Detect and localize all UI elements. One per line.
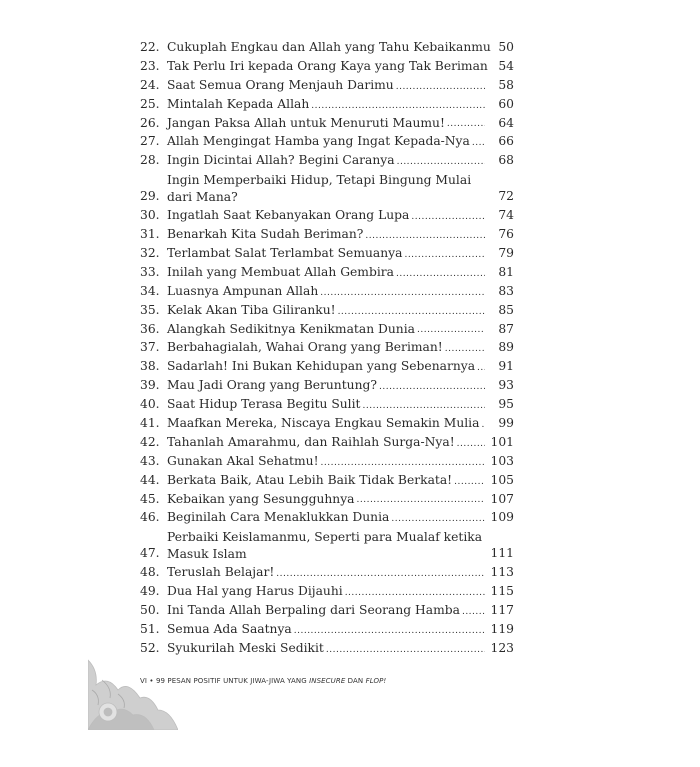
toc-entry-number: 22. <box>140 39 160 54</box>
toc-entry-title: Mintalah Kepada Allah <box>167 96 310 111</box>
toc-entry-title: Ingatlah Saat Kebanyakan Orang Lupa <box>167 208 410 223</box>
toc-entry-number: 50. <box>140 603 160 618</box>
toc-leader-dots <box>321 455 485 471</box>
toc-entry <box>140 244 514 263</box>
toc-entry-page: 74 <box>498 208 514 223</box>
toc-entry-number: 39. <box>140 378 160 393</box>
toc-leader-dots <box>357 492 486 508</box>
toc-entry-page: 79 <box>498 246 514 260</box>
toc-entry-title: Maafkan Mereka, Niscaya Engkau Semakin Mulia <box>167 416 480 431</box>
toc-leader-dots <box>326 642 485 658</box>
toc-entry-page: 105 <box>490 472 514 487</box>
toc-entry-title: Terlambat Salat Terlambat Semuanya <box>167 246 403 260</box>
toc-entry-title: Kelak Akan Tiba Giliranku! <box>167 302 336 317</box>
toc-entry-number: 49. <box>140 584 160 599</box>
toc-entry-number: 28. <box>140 153 160 168</box>
toc-entry-page: 117 <box>490 603 514 618</box>
toc-entry <box>140 490 514 509</box>
toc-entry <box>140 582 514 601</box>
toc-entry-page: 115 <box>490 584 514 599</box>
toc-leader-dots <box>396 266 485 282</box>
toc-entry-title: Semua Ada Saatnya <box>167 622 292 637</box>
toc-entry-page: 83 <box>498 283 514 298</box>
toc-entry-page: 91 <box>498 359 514 374</box>
toc-entry-title: Ingin Dicintai Allah? Begini Caranya <box>167 153 395 168</box>
toc-entry-number: 47. <box>140 546 160 561</box>
toc-entry <box>140 206 514 225</box>
toc-entry-title: Beginilah Cara Menaklukkan Dunia <box>167 510 390 525</box>
toc-entry-page: 50 <box>498 39 514 54</box>
toc-entry-page: 58 <box>498 77 514 92</box>
toc-entry <box>140 452 514 471</box>
toc-entry-page: 76 <box>498 227 514 242</box>
toc-entry <box>140 471 514 490</box>
toc-leader-dots <box>411 209 485 225</box>
toc-entry-number: 31. <box>140 227 160 242</box>
toc-leader-dots <box>365 228 485 244</box>
toc-leader-dots <box>391 511 485 527</box>
toc-entry <box>140 357 514 376</box>
toc-entry-number: 40. <box>140 397 160 412</box>
toc-entry-number: 35. <box>140 302 160 317</box>
toc-entry-page: 113 <box>490 565 514 580</box>
toc-entry-number: 24. <box>140 77 160 92</box>
toc-entry-title: Saat Semua Orang Menjauh Darimu <box>167 77 394 92</box>
toc-leader-dots <box>477 360 485 376</box>
toc-entry-page: 93 <box>498 378 514 393</box>
toc-entry-title: Alangkah Sedikitnya Kenikmatan Dunia <box>167 321 415 336</box>
toc-entry-page: 85 <box>498 302 514 317</box>
toc-leader-dots <box>338 304 485 320</box>
toc-entry-page: 89 <box>498 340 514 355</box>
toc-entry-page: 101 <box>490 434 514 449</box>
toc-entry <box>140 563 514 582</box>
toc-leader-dots <box>320 285 485 301</box>
toc-leader-dots <box>417 322 485 338</box>
toc-entry-title: Mau Jadi Orang yang Beruntung? <box>167 378 377 393</box>
toc-leader-dots <box>311 98 485 114</box>
toc-entry <box>140 76 514 95</box>
floral-ornament <box>88 650 178 730</box>
toc-entry-page: 68 <box>498 153 514 168</box>
toc-entry <box>140 639 514 658</box>
toc-entry-number: 33. <box>140 264 160 279</box>
toc-entry-number: 44. <box>140 472 160 487</box>
toc-entry <box>140 301 514 320</box>
toc-entry-page: 87 <box>498 321 514 336</box>
toc-leader-dots <box>345 585 485 601</box>
toc-entry-page: 81 <box>498 264 514 279</box>
toc-entry-number: 25. <box>140 96 160 111</box>
toc-entry-title: Allah Mengingat Hamba yang Ingat Kepada-Nya <box>167 134 470 149</box>
toc-entry-number: 37. <box>140 340 160 355</box>
toc-entry-title: Gunakan Akal Sehatmu! <box>167 453 319 468</box>
book-title-flop: FLOP! <box>365 677 387 685</box>
toc-leader-dots <box>481 417 485 433</box>
toc-entry-number: 32. <box>140 246 160 260</box>
page-number: VI <box>140 677 148 685</box>
toc-entry-number: 41. <box>140 416 160 431</box>
toc-entry-title: Saat Hidup Terasa Begitu Sulit <box>167 397 361 412</box>
toc-entry-title: Tahanlah Amarahmu, dan Raihlah Surga-Nya! <box>167 434 455 449</box>
toc-leader-dots <box>472 135 485 151</box>
toc-entry <box>140 338 514 357</box>
toc-entry <box>140 433 514 452</box>
toc-entry-number: 36. <box>140 321 160 336</box>
toc-entry-number: 43. <box>140 453 160 468</box>
toc-entry <box>140 95 514 114</box>
toc-leader-dots <box>462 604 485 620</box>
book-title-and: DAN <box>347 677 364 685</box>
toc-entry-title: Berbahagialah, Wahai Orang yang Beriman! <box>167 340 443 355</box>
footer-separator: • <box>149 677 154 685</box>
toc-entry-number: 46. <box>140 510 160 525</box>
toc-leader-dots <box>396 79 485 95</box>
page-footer <box>140 677 386 685</box>
toc-entry-page: 64 <box>498 115 514 130</box>
toc-entry-number: 45. <box>140 491 160 506</box>
toc-entry <box>140 263 514 282</box>
toc-entry <box>140 225 514 244</box>
toc-entry <box>140 282 514 301</box>
toc-entry-page: 54 <box>498 58 514 73</box>
toc-entry-page: 99 <box>498 416 514 431</box>
toc-entry <box>140 132 514 151</box>
toc-entry <box>140 395 514 414</box>
toc-entry <box>140 170 514 206</box>
toc-entry <box>140 57 514 76</box>
toc-entry-number: 30. <box>140 208 160 223</box>
book-title-insecure: INSECURE <box>309 677 346 685</box>
toc-leader-dots <box>276 566 485 582</box>
toc-entry-title: Benarkah Kita Sudah Beriman? <box>167 227 364 242</box>
toc-entry-title: Tak Perlu Iri kepada Orang Kaya yang Tak Beriman <box>167 58 488 73</box>
toc-entry-title: Cukuplah Engkau dan Allah yang Tahu Kebaikanmu <box>167 39 491 54</box>
book-title-prefix: 99 PESAN POSITIF UNTUK JIWA-JIWA YANG <box>155 677 307 685</box>
toc-entry-title: Perbaiki Keislamanmu, Seperti para Mualaf ketika Masuk Islam <box>167 530 483 562</box>
toc-entry-title: Dua Hal yang Harus Dijauhi <box>167 584 343 599</box>
table-of-contents <box>140 38 514 658</box>
toc-entry-number: 48. <box>140 565 160 580</box>
toc-entry <box>140 414 514 433</box>
toc-entry-page: 60 <box>498 96 514 111</box>
toc-entry-title: Sadarlah! Ini Bukan Kehidupan yang Sebenarnya <box>167 359 476 374</box>
toc-entry-number: 23. <box>140 58 160 73</box>
toc-entry-title: Ini Tanda Allah Berpaling dari Seorang Hamba <box>167 603 460 618</box>
toc-entry-number: 38. <box>140 359 160 374</box>
toc-entry-page: 95 <box>498 397 514 412</box>
toc-entry-title: Teruslah Belajar! <box>167 565 275 580</box>
toc-entry-number: 29. <box>140 189 160 204</box>
toc-leader-dots <box>454 474 485 490</box>
toc-entry <box>140 320 514 339</box>
toc-entry-title: Ingin Memperbaiki Hidup, Tetapi Bingung Mulai dari Mana? <box>167 173 472 205</box>
toc-entry-page: 111 <box>490 546 514 561</box>
toc-entry-number: 26. <box>140 115 160 130</box>
toc-entry-page: 123 <box>490 640 514 655</box>
toc-leader-dots <box>447 116 485 132</box>
toc-leader-dots <box>404 247 485 263</box>
toc-entry <box>140 508 514 527</box>
toc-entry-number: 27. <box>140 134 160 149</box>
toc-entry <box>140 151 514 170</box>
toc-entry-title: Inilah yang Membuat Allah Gembira <box>167 264 394 279</box>
toc-entry <box>140 620 514 639</box>
toc-entry <box>140 376 514 395</box>
toc-entry <box>140 527 514 563</box>
toc-entry-title: Syukurilah Meski Sedikit <box>167 640 324 655</box>
toc-leader-dots <box>457 436 485 452</box>
toc-entry-page: 109 <box>490 510 514 525</box>
toc-entry <box>140 601 514 620</box>
toc-entry-number: 52. <box>140 640 160 655</box>
toc-entry-title: Luasnya Ampunan Allah <box>167 283 319 298</box>
toc-entry-page: 66 <box>498 134 514 149</box>
toc-leader-dots <box>445 341 485 357</box>
toc-entry <box>140 38 514 57</box>
toc-entry-page: 72 <box>498 189 514 204</box>
toc-leader-dots <box>363 398 486 414</box>
toc-entry-number: 34. <box>140 283 160 298</box>
toc-entry-title: Kebaikan yang Sesungguhnya <box>167 491 355 506</box>
toc-entry-number: 42. <box>140 434 160 449</box>
toc-entry-page: 119 <box>490 622 514 637</box>
toc-entry-page: 107 <box>490 491 514 506</box>
toc-entry-title: Jangan Paksa Allah untuk Menuruti Maumu! <box>167 115 445 130</box>
toc-leader-dots <box>294 623 485 639</box>
toc-entry-number: 51. <box>140 622 160 637</box>
toc-entry-page: 103 <box>490 453 514 468</box>
toc-entry <box>140 114 514 133</box>
toc-leader-dots <box>397 154 485 170</box>
toc-entry-title: Berkata Baik, Atau Lebih Baik Tidak Berkata! <box>167 472 453 487</box>
toc-leader-dots <box>379 379 485 395</box>
